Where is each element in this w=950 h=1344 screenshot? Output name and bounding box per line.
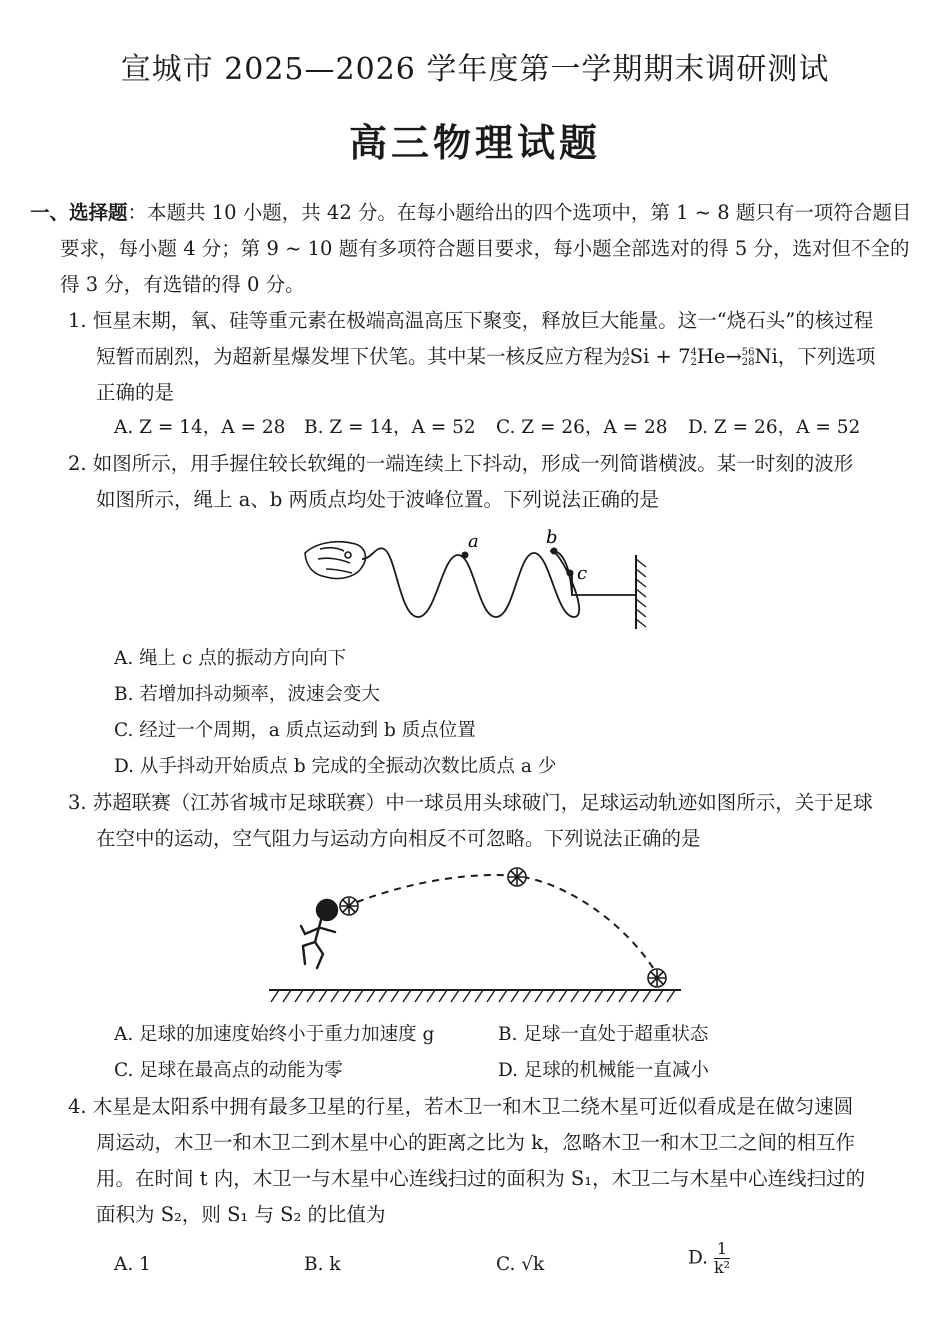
q1-option-a[interactable]: A. Z = 14，A = 28 (114, 417, 286, 438)
point-a-dot (462, 552, 469, 559)
q1-option-c[interactable]: C. Z = 26，A = 28 (496, 417, 668, 438)
q1-line-2: 短暂而剧烈，为超新星爆发埋下伏笔。其中某一核反应方程为A ZSi + 74 2He→56 28Ni，下列选项 (96, 345, 876, 368)
q2-option-d[interactable]: D. 从手抖动开始质点 b 完成的全振动次数比质点 a 少 (114, 756, 557, 777)
subject-title: 高三物理试题 (348, 121, 601, 165)
q4-line-2: 周运动，木卫一和木卫二到木星中心的距离之比为 k，忽略木卫一和木卫二之间的相互作 (96, 1131, 856, 1154)
q1-line-1: 1. 恒星末期，氧、硅等重元素在极端高温高压下聚变，释放巨大能量。这一“烧石头”的核过程 (68, 309, 874, 332)
q4-option-c[interactable]: C. √k (496, 1254, 545, 1275)
section-intro-line-3: 得 3 分，有选错的得 0 分。 (60, 273, 305, 296)
point-c-label: c (577, 563, 588, 584)
fraction-one-over-k-squared: $\frac{1}{\text{k²}}$ (713, 1239, 731, 1277)
point-b-dot (551, 548, 558, 555)
q2-option-c[interactable]: C. 经过一个周期，a 质点运动到 b 质点位置 (114, 720, 476, 741)
point-c-dot (567, 570, 574, 577)
q3-option-c[interactable]: C. 足球在最高点的动能为零 (114, 1060, 343, 1081)
ball-start-icon (340, 897, 358, 915)
q3-option-b[interactable]: B. 足球一直处于超重状态 (498, 1024, 709, 1045)
q4-line-4: 面积为 S₂，则 S₁ 与 S₂ 的比值为 (96, 1203, 386, 1226)
q4-option-b[interactable]: B. k (304, 1254, 341, 1275)
wall-hatching (636, 559, 646, 627)
nuclear-equation: A ZSi + 74 2He→56 28Ni，下列选项 (622, 345, 876, 368)
q3-option-a[interactable]: A. 足球的加速度始终小于重力加速度 g (114, 1024, 435, 1045)
q3-line-1: 3. 苏超联赛（江苏省城市足球联赛）中一球员用头球破门，足球运动轨迹如图所示，关于足球 (68, 791, 873, 814)
ground-hatching (271, 990, 675, 1002)
ball-apex-icon (508, 868, 526, 886)
wave-figure (300, 525, 660, 635)
q4-option-a[interactable]: A. 1 (114, 1254, 151, 1275)
q3-line-2: 在空中的运动，空气阻力与运动方向相反不可忽略。下列说法正确的是 (96, 827, 701, 850)
sqrt-k: √k (521, 1254, 545, 1275)
section-intro-line-1: 一、选择题：本题共 10 小题，共 42 分。在每小题给出的四个选项中，第 1 ~ 8 题只有一项符合题目 (30, 201, 912, 224)
rope-wave (362, 548, 579, 617)
ball-end-icon (648, 969, 666, 987)
q4-line-1: 4. 木星是太阳系中拥有最多卫星的行星，若木卫一和木卫二绕木星可近似看成是在做匀速圆 (68, 1095, 854, 1118)
q3-option-d[interactable]: D. 足球的机械能一直减小 (498, 1060, 709, 1081)
point-b-label: b (546, 527, 558, 548)
section-intro-line-2: 要求，每小题 4 分；第 9 ~ 10 题有多项符合题目要求，每小题全部选对的得 5 分，选对但不全的 (60, 237, 910, 260)
ball-trajectory (357, 875, 657, 974)
section-label: 一、选择题 (30, 201, 128, 224)
exam-title: 宣城市 2025—2026 学年度第一学期期末调研测试 (120, 52, 830, 87)
q2-option-b[interactable]: B. 若增加抖动频率，波速会变大 (114, 684, 380, 705)
q4-line-3: 用。在时间 t 内，木卫一与木星中心连线扫过的面积为 S₁，木卫二与木星中心连线扫过的 (96, 1167, 866, 1190)
player-icon (301, 900, 337, 968)
point-a-label: a (468, 531, 479, 552)
q4-option-d[interactable]: D. $\frac{1}{\text{k²}}$ (688, 1239, 731, 1277)
q1-line-3: 正确的是 (96, 381, 175, 404)
hand-icon (305, 542, 365, 579)
q2-line-2: 如图所示，绳上 a、b 两质点均处于波峰位置。下列说法正确的是 (96, 488, 660, 511)
q2-line-1: 2. 如图所示，用手握住较长软绳的一端连续上下抖动，形成一列简谐横波。某一时刻的波形 (68, 452, 854, 475)
q1-option-d[interactable]: D. Z = 26，A = 52 (688, 417, 861, 438)
q1-option-b[interactable]: B. Z = 14，A = 52 (304, 417, 476, 438)
football-figure (265, 862, 685, 1012)
q2-option-a[interactable]: A. 绳上 c 点的振动方向向下 (114, 648, 347, 669)
